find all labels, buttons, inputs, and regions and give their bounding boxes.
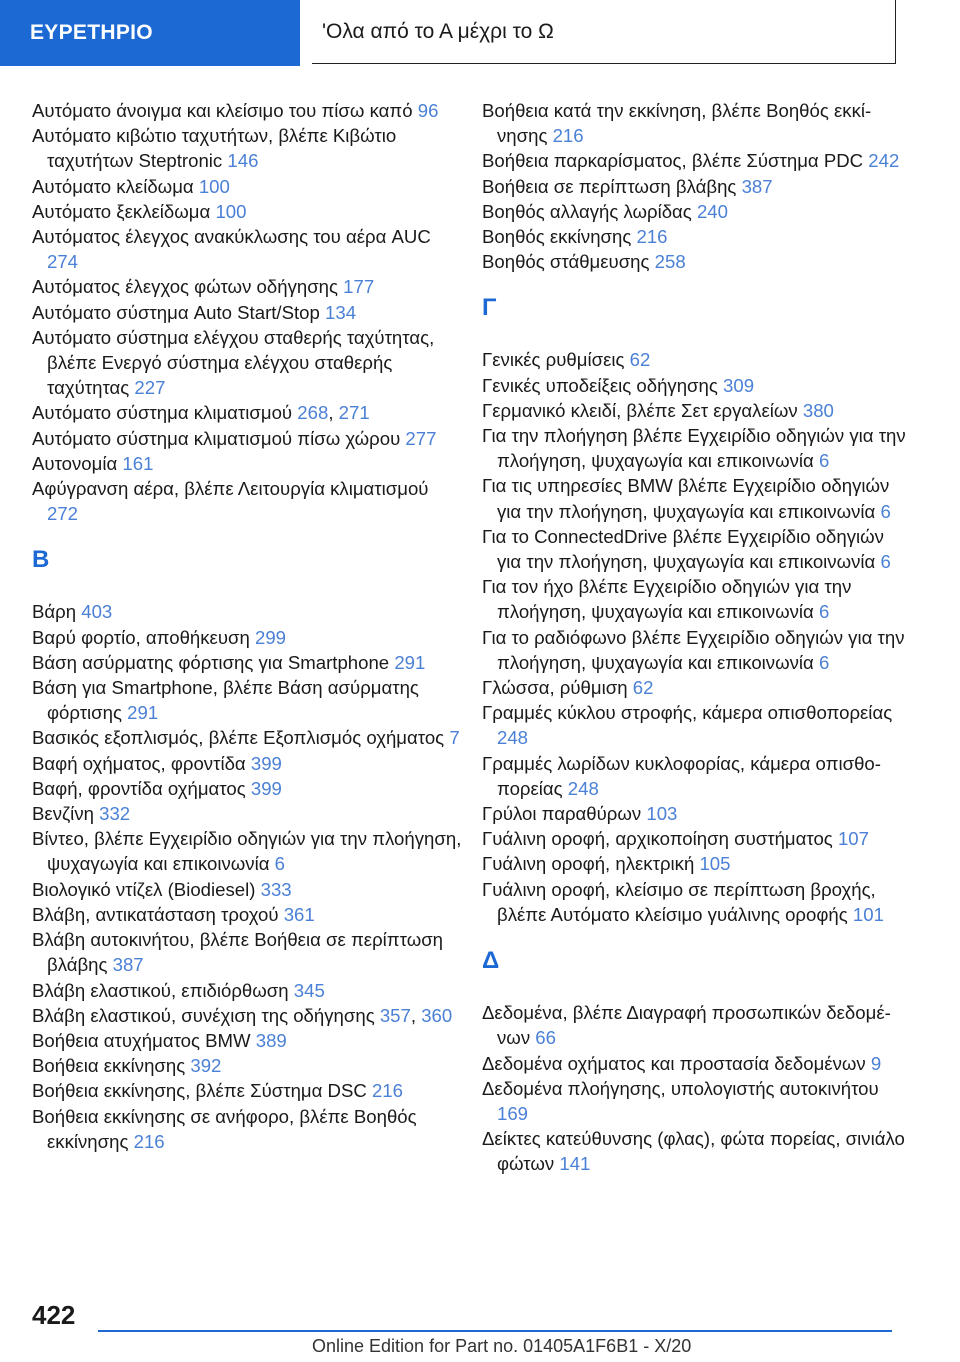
page-ref-link[interactable]: 277: [405, 427, 437, 449]
index-entry-text: Για το ConnectedDrive βλέπε Εγχειρίδιο οδηγιών για την πλοήγηση, ψυχαγωγία και επικοινωνία: [482, 525, 884, 573]
page-ref-link[interactable]: 392: [190, 1055, 222, 1077]
index-entry: [32, 826, 462, 876]
index-entry-text: Βοήθεια εκκίνησης, βλέπε Σύστημα DSC: [32, 1080, 372, 1102]
index-entry-text: Αυτόματο σύστημα ελέγχου σταθερής ταχύτητας, βλέπε Ενεργό σύστημα ελέγχου σταθερής ταχύτητας: [32, 326, 435, 399]
index-entry: [482, 826, 912, 851]
index-entry-text: Βοήθεια σε περίπτωση βλάβης: [482, 175, 742, 197]
index-entry-text: Αυτονομία: [32, 452, 123, 474]
index-entry-text: Γυάλινη οροφή, αρχικοποίηση συστήματος: [482, 828, 838, 850]
index-entry: [32, 650, 462, 675]
index-entry: [32, 400, 462, 425]
index-entry: [32, 625, 462, 650]
page-ref-link[interactable]: 6: [274, 853, 285, 875]
index-entry-text: Βοήθεια ατυχήματος BMW: [32, 1029, 256, 1051]
index-entry: [32, 98, 462, 123]
index-entry: [482, 801, 912, 826]
page-ref-link[interactable]: 105: [699, 853, 731, 875]
page-ref-link[interactable]: 248: [567, 777, 599, 799]
page-ref-link[interactable]: 291: [127, 702, 159, 724]
index-letter-heading: Δ: [482, 947, 500, 975]
page-ref-link[interactable]: 360: [421, 1004, 453, 1026]
index-entry-text: Δεδομένα πλοήγησης, υπολογιστής αυτοκινήτου: [482, 1077, 879, 1099]
index-entry: [482, 1000, 912, 1050]
page-ref-link[interactable]: 268: [297, 402, 329, 424]
index-entry-text: Βίντεο, βλέπε Εγχειρίδιο οδηγιών για την πλοήγηση, ψυχαγωγία και επικοινωνία: [32, 828, 462, 875]
page-header: [0, 0, 960, 66]
page-ref-link[interactable]: 380: [802, 399, 834, 421]
index-entry-text: Για τις υπηρεσίες BMW βλέπε Εγχειρίδιο οδηγιών για την πλοήγηση, ψυχαγωγία και επικοινωνία: [482, 475, 890, 522]
index-entry-text: Βιολογικό ντίζελ (Biodiesel): [32, 878, 261, 900]
page-ref-link[interactable]: 100: [198, 175, 230, 197]
index-entry-text: Βλάβη, αντικατάσταση τροχού: [32, 903, 284, 925]
index-entry: [32, 1003, 462, 1028]
index-entry: [32, 877, 462, 902]
index-entry: [32, 199, 462, 224]
index-letter-heading: Β: [32, 546, 50, 574]
page-ref-link[interactable]: 6: [818, 601, 830, 623]
index-entry-text: Γρύλοι παραθύρων: [482, 803, 647, 825]
page-ref-link[interactable]: 66: [535, 1027, 556, 1049]
page-ref-link[interactable]: 6: [880, 551, 891, 573]
index-entry: [32, 426, 462, 451]
index-entry: [32, 325, 462, 401]
index-entry-text: Γυάλινη οροφή, κλείσιμο σε περίπτωση βροχής, βλέπε Αυτόματο κλείσιμο γυάλινης οροφής: [482, 878, 876, 925]
index-entry-text: Αυτόματο σύστημα Auto Start/Stop: [32, 301, 326, 323]
page-ref-link[interactable]: 399: [250, 777, 282, 799]
index-entry-text: Για τον ήχο βλέπε Εγχειρίδιο οδηγιών για την πλοήγηση, ψυχαγωγία και επικοινωνία: [482, 576, 852, 623]
index-entry-text: Γενικές ρυθμίσεις: [482, 349, 630, 371]
index-entry: [482, 1076, 912, 1126]
index-entry-text: Δεδομένα οχήματος και προστασία δεδομένων: [482, 1052, 871, 1074]
page-ref-link[interactable]: 6: [818, 651, 830, 673]
index-entry-text: Αυτόματο ξεκλείδωμα: [32, 200, 216, 222]
index-entry: [482, 877, 912, 927]
index-entry-text: Αυτόματος έλεγχος ανακύκλωσης του αέρα AUC: [32, 226, 431, 248]
ref-separator: ,: [410, 1004, 422, 1026]
page-ref-link[interactable]: 389: [255, 1029, 287, 1051]
index-entry-text: Βαφή, φροντίδα οχήματος: [32, 777, 251, 799]
index-entry: [32, 725, 462, 750]
page-ref-link[interactable]: 134: [325, 301, 357, 323]
index-entry: [482, 524, 912, 574]
index-entry: [482, 1051, 912, 1076]
index-entry-text: Γενικές υποδείξεις οδήγησης: [482, 374, 724, 396]
header-subtitle: 'Ολα από το Α μέχρι το Ω: [312, 0, 896, 64]
index-entry: [482, 148, 912, 173]
page-ref-link[interactable]: 361: [283, 903, 315, 925]
index-entry: [482, 700, 912, 750]
footer-divider: [98, 1330, 892, 1332]
page-ref-link[interactable]: 216: [133, 1130, 165, 1152]
index-entry: [482, 347, 912, 372]
index-entry: [32, 451, 462, 476]
index-entry: [482, 398, 912, 423]
index-entry-text: Αυτόματο κλείδωμα: [32, 175, 199, 197]
ref-separator: ,: [328, 402, 339, 424]
page-ref-link[interactable]: 146: [227, 150, 259, 172]
page-ref-link[interactable]: 216: [552, 125, 584, 147]
index-entry: [482, 249, 912, 274]
index-entry-text: Βαφή οχήματος, φροντίδα: [32, 752, 251, 774]
index-entry: [482, 625, 912, 675]
footer-edition: Online Edition for Part no. 01405A1F6B1 - X/20: [312, 1336, 692, 1356]
page-ref-link[interactable]: 216: [371, 1080, 403, 1102]
page-ref-link[interactable]: 272: [47, 503, 79, 525]
index-entry-text: Δείκτες κατεύθυνσης (φλας), φώτα πορείας, σινιάλο φώτων: [482, 1128, 905, 1175]
index-entry: [32, 776, 462, 801]
page-ref-link[interactable]: 242: [868, 150, 900, 172]
page-ref-link[interactable]: 101: [852, 903, 884, 925]
index-entry-text: Βοηθός εκκίνησης: [482, 226, 637, 248]
index-entry-text: Αυτόματο άνοιγμα και κλείσιμο του πίσω καπό: [32, 100, 418, 121]
index-entry: [32, 599, 462, 624]
index-entry-text: Βαρύ φορτίο, αποθήκευση: [32, 626, 255, 648]
index-entry-text: Γλώσσα, ρύθμιση: [482, 677, 633, 699]
page-ref-link[interactable]: 161: [122, 452, 154, 474]
page-ref-link[interactable]: 103: [646, 803, 678, 825]
index-entry-text: Βοήθεια κατά την εκκίνηση, βλέπε Βοηθός εκκίνησης: [482, 100, 872, 147]
index-entry: [482, 751, 912, 801]
page-ref-link[interactable]: 62: [632, 677, 654, 699]
page-ref-link[interactable]: 299: [255, 626, 287, 648]
page-ref-link[interactable]: 332: [99, 803, 131, 825]
page-ref-link[interactable]: 309: [723, 374, 755, 396]
page-ref-link[interactable]: 6: [880, 500, 891, 522]
index-entry-text: Βλάβη αυτοκινήτου, βλέπε Βοήθεια σε περίπτωση βλάβης: [32, 929, 444, 976]
page-ref-link[interactable]: 387: [741, 175, 773, 197]
index-entry-text: Βοήθεια παρκαρίσματος, βλέπε Σύστημα PDC: [482, 150, 869, 172]
index-entry-text: Βασικός εξοπλισμός, βλέπε Εξοπλισμός οχήματος: [32, 727, 450, 749]
page-ref-link[interactable]: 62: [629, 349, 651, 371]
index-entry-text: Βλάβη ελαστικού, επιδιόρθωση: [32, 979, 294, 1001]
index-entry-text: Βλάβη ελαστικού, συνέχιση της οδήγησης: [32, 1004, 380, 1026]
page-ref-link[interactable]: 258: [654, 251, 686, 273]
index-entry-text: Βάρη: [32, 601, 82, 623]
index-entry-text: Γραμμές κύκλου στροφής, κάμερα οπισθοπορείας: [482, 702, 893, 724]
index-entry: [32, 1104, 462, 1154]
index-entry: [32, 274, 462, 299]
page-ref-link[interactable]: 271: [338, 402, 370, 424]
index-column-left: [32, 98, 462, 1154]
index-entry: [482, 224, 912, 249]
index-entry: [32, 675, 462, 725]
page-ref-link[interactable]: 227: [134, 377, 166, 399]
index-entry: [32, 1028, 462, 1053]
page-ref-link[interactable]: 240: [696, 200, 728, 222]
index-entry: [32, 476, 462, 526]
page-ref-link[interactable]: 107: [837, 828, 869, 850]
index-entry: [32, 174, 462, 199]
index-letter-heading: Γ: [482, 294, 497, 322]
index-entry: [482, 199, 912, 224]
index-entry: [482, 98, 912, 148]
index-entry-text: Για το ραδιόφωνο βλέπε Εγχειρίδιο οδηγιών για την πλοήγηση, ψυχαγωγία και επικοινωνία: [482, 626, 905, 673]
index-entry-text: Αυτόματο σύστημα κλιματισμού πίσω χώρου: [32, 427, 406, 449]
index-entry: [482, 574, 912, 624]
index-tab[interactable]: ΕΥΡΕΤΗΡΙΟ: [0, 0, 300, 66]
index-entry: [32, 1053, 462, 1078]
index-entry: [32, 300, 462, 325]
page-ref-link[interactable]: 100: [215, 200, 247, 222]
index-entry-text: Αυτόματος έλεγχος φώτων οδήγησης: [32, 276, 344, 298]
page-ref-link[interactable]: 274: [47, 251, 79, 273]
index-entry-text: Βοηθός στάθμευσης: [482, 251, 655, 273]
page-ref-link[interactable]: 141: [559, 1153, 591, 1175]
index-entry: [482, 423, 912, 473]
page-ref-link[interactable]: 216: [636, 226, 668, 248]
page-ref-link[interactable]: 357: [379, 1004, 411, 1026]
page-ref-link[interactable]: 291: [394, 651, 426, 673]
index-entry: [32, 123, 462, 173]
index-entry-text: Βοήθεια εκκίνησης: [32, 1055, 191, 1077]
index-entry-text: Γυάλινη οροφή, ηλεκτρική: [482, 853, 700, 875]
page-ref-link[interactable]: 399: [250, 752, 282, 774]
page-ref-link[interactable]: 403: [81, 601, 113, 623]
index-entry-text: Για την πλοήγηση βλέπε Εγχειρίδιο οδηγιών για την πλοήγηση, ψυχαγωγία και επικοινωνία: [482, 425, 906, 472]
page-ref-link[interactable]: 177: [343, 276, 375, 298]
page-ref-link[interactable]: 6: [818, 450, 830, 472]
index-entry-text: Βάση ασύρματης φόρτισης για Smartphone: [32, 651, 395, 673]
index-entry-text: Αυτόματο κιβώτιο ταχυτήτων, βλέπε Κιβώτιο ταχυτήτων Steptronic: [32, 125, 397, 172]
page-ref-link[interactable]: 7: [449, 727, 460, 749]
index-entry-text: Δεδομένα, βλέπε Διαγραφή προσωπικών δεδομένων: [482, 1002, 891, 1049]
page-ref-link[interactable]: 96: [417, 100, 439, 121]
index-entry: [482, 473, 912, 523]
index-entry: [482, 675, 912, 700]
index-entry-text: Γερμανικό κλειδί, βλέπε Σετ εργαλείων: [482, 399, 803, 421]
index-entry: [482, 1126, 912, 1176]
page-ref-link[interactable]: 387: [112, 954, 144, 976]
page-number: 422: [32, 1300, 76, 1330]
index-entry: [32, 978, 462, 1003]
index-entry-text: Αυτόματο σύστημα κλιματισμού: [32, 402, 298, 424]
page-ref-link[interactable]: 169: [497, 1102, 529, 1124]
index-entry: [32, 224, 462, 274]
index-entry-text: Βοηθός αλλαγής λωρίδας: [482, 200, 697, 222]
index-column-right: [482, 98, 912, 1177]
index-entry-text: Γραμμές λωρίδων κυκλοφορίας, κάμερα οπισθοπορείας: [482, 752, 881, 799]
index-entry-text: Βενζίνη: [32, 803, 100, 825]
page-ref-link[interactable]: 248: [497, 727, 529, 749]
page-ref-link[interactable]: 333: [260, 878, 292, 900]
index-entry: [32, 751, 462, 776]
index-entry: [482, 174, 912, 199]
index-entry-text: Βοήθεια εκκίνησης σε ανήφορο, βλέπε Βοηθός εκκίνησης: [32, 1105, 417, 1152]
page-ref-link[interactable]: 345: [293, 979, 325, 1001]
index-entry-text: Αφύγρανση αέρα, βλέπε Λειτουργία κλιματισμού: [32, 478, 429, 500]
index-entry: [32, 927, 462, 977]
page-ref-link[interactable]: 9: [870, 1052, 882, 1074]
index-entry: [482, 373, 912, 398]
index-entry: [32, 902, 462, 927]
index-entry: [482, 851, 912, 876]
index-entry-text: Βάση για Smartphone, βλέπε Βάση ασύρματης φόρτισης: [32, 677, 419, 724]
index-entry: [32, 801, 462, 826]
index-entry: [32, 1078, 462, 1103]
